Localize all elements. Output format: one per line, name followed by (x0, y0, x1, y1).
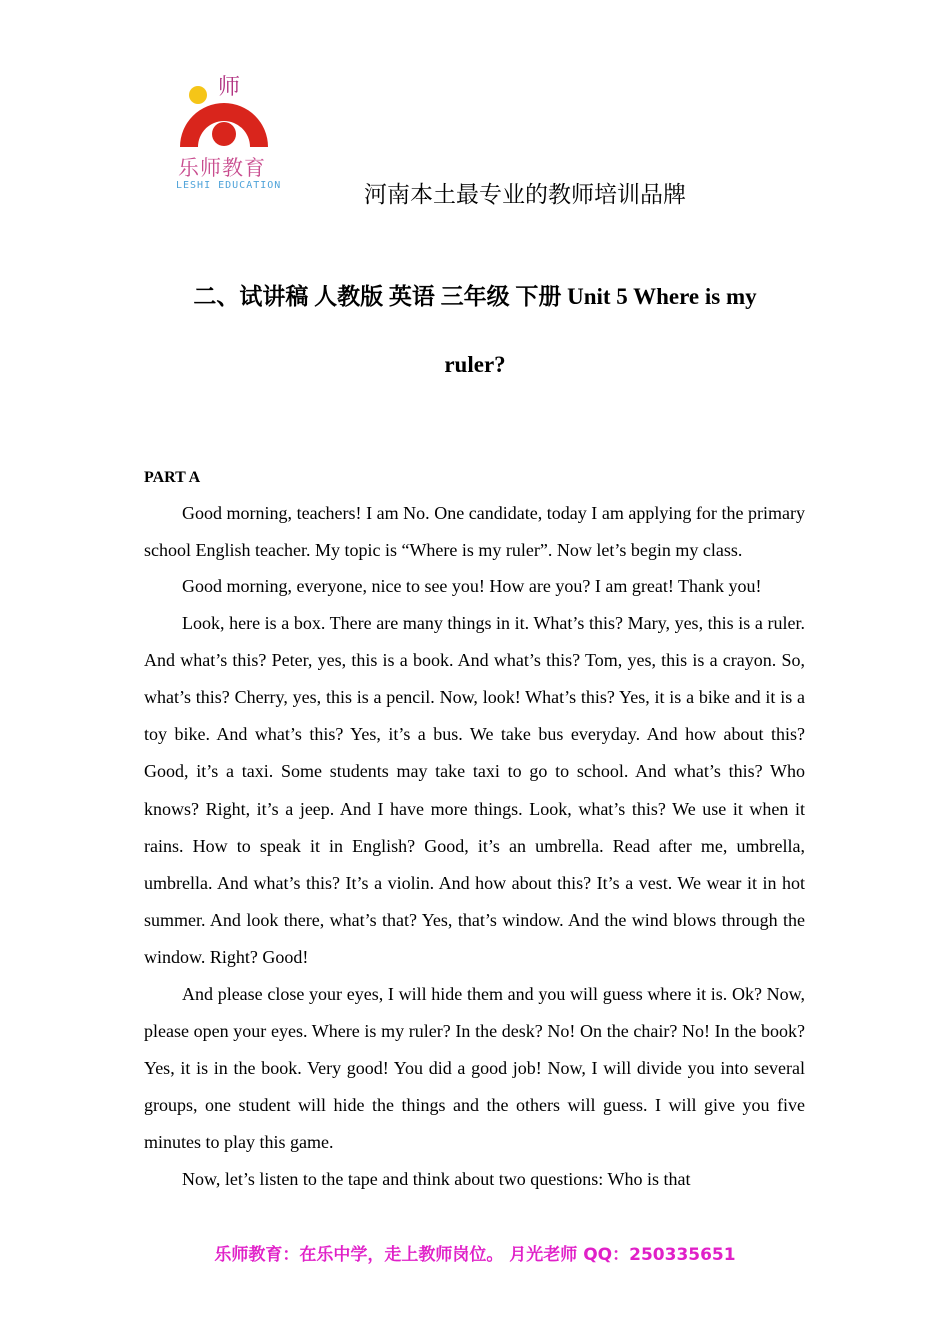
document-title-line1: 二、试讲稿 人教版 英语 三年级 下册 Unit 5 Where is my (193, 284, 757, 309)
paragraph: Good morning, everyone, nice to see you! How are you? I am great! Thank you! (182, 576, 762, 597)
logo-name-cn: 乐师教育 (178, 156, 266, 180)
document-body (144, 495, 805, 1198)
logo-head (212, 122, 236, 146)
paragraph: Good morning, teachers! I am No. One candidate, today I am applying for the primary school English teacher. My topic is “Where is my ruler”. Now let’s begin my class. (144, 503, 805, 561)
logo-name-en: LESHI EDUCATION (176, 180, 282, 191)
paragraph: Look, here is a box. There are many things in it. What’s this? Mary, yes, this is a ruler. And what’s this? Peter, yes, this is a book. And what’s this? Tom, yes, this is a crayon. So, what’s this? Cherry, yes, this is a pencil. Now, look! What’s this? Yes, it is a bike and it is a toy bike. And what’s this? Yes, it’s a bus. We take bus everyday. And how about this? Good, it’s a taxi. Some students may take taxi to go to school. And what’s this? Who knows? Right, it’s a jeep. And I have more things. Look, what’s this? We use it when it rains. How to speak it in English? Good, it’s an umbrella. Read after me, umbrella, umbrella. And what’s this? It’s a violin. And how about this? It’s a vest. We wear it in hot summer. And look there, what’s that? Yes, that’s window. And the wind blows through the window. Right? Good! (144, 612, 805, 968)
logo-mark-icon (170, 70, 280, 150)
leshi-logo (170, 70, 280, 195)
logo-sun-dot (189, 86, 207, 104)
document-title-line2: ruler? (444, 352, 506, 377)
paragraph: And please close your eyes, I will hide them and you will guess where it is. Ok? Now, please open your eyes. Where is my ruler? In the desk? No! On the chair? No! In the book? Yes, it is in the book. Very good! You did a good job! Now, I will divide you into several groups, one student will hide the things and the others will guess. I will give you five minutes to play this game. (144, 983, 805, 1153)
section-label: PART A (144, 469, 201, 486)
logo-glyph: 师 (218, 75, 241, 100)
brand-slogan: 河南本土最专业的教师培训品牌 (364, 182, 686, 208)
footer-promo: 乐师教育：在乐中学，走上教师岗位。 月光老师 QQ：250335651 (214, 1245, 736, 1265)
paragraph: Now, let’s listen to the tape and think about two questions: Who is that (182, 1168, 691, 1189)
